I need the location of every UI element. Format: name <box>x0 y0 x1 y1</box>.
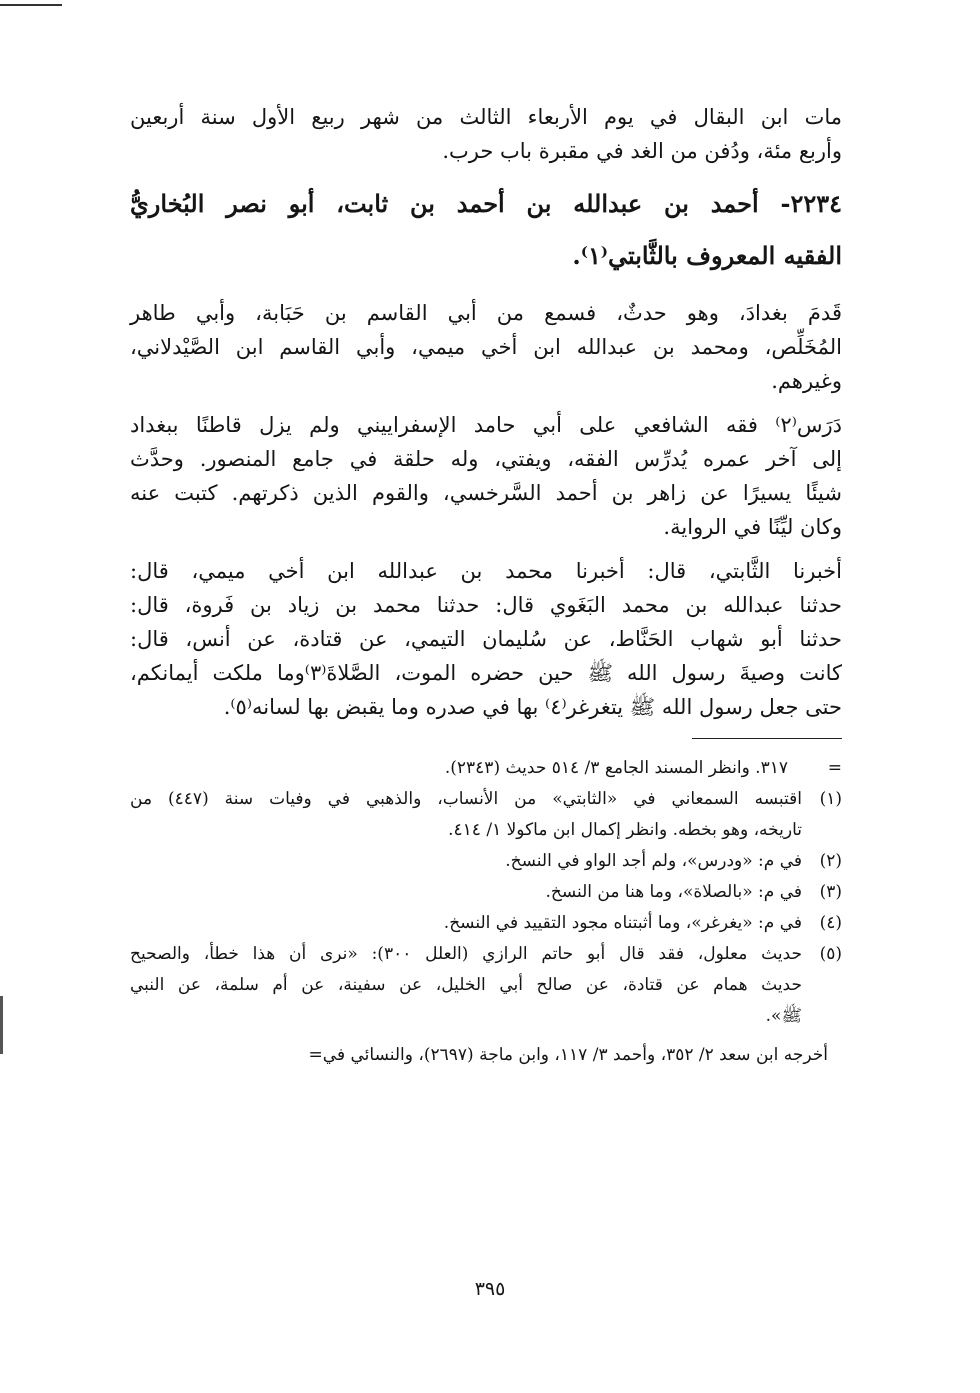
footnote-5 <box>130 939 842 1032</box>
footnote-line: في م: «بالصلاة»، وما هنا من النسخ. <box>545 882 802 902</box>
text-line: وغيرهم. <box>771 369 842 393</box>
footnote-number: (٤) <box>819 913 842 933</box>
footnote-1 <box>130 784 842 846</box>
main-text <box>130 100 842 1071</box>
footnote-3 <box>130 877 842 908</box>
footnote-line: حديث معلول، فقد قال أبو حاتم الرازي (العلل ٣٠٠): «نرى أن هذا خطأ، والصحيح <box>130 944 802 964</box>
footnote-line: ٣١٧. وانظر المسند الجامع ٣/ ٥١٤ حديث (٢٣٤٣). <box>444 758 788 778</box>
heading-line: الفقيه المعروف بالثَّابتي⁽١⁾. <box>572 241 842 270</box>
footnote-line: في م: «يغرغر»، وما أثبتناه مجود التقييد في النسخ. <box>443 913 802 933</box>
text-line: أخبرنا الثَّابتي، قال: أخبرنا محمد بن عبدالله ابن أخي ميمي، قال: <box>130 559 842 583</box>
paragraph-death-note <box>130 100 842 168</box>
footnote-number: (١) <box>819 789 842 809</box>
text-line: إلى آخر عمره يُدرِّس الفقه، ويفتي، وله حلقة في جامع المنصور. وحدَّث <box>130 447 842 471</box>
biography-heading <box>130 178 842 282</box>
footnote-line: في م: «ودرس»، ولم أجد الواو في النسخ. <box>505 851 802 871</box>
footnote-number: (٢) <box>819 851 842 871</box>
scan-edge-mark <box>0 4 62 6</box>
footnote-continuation <box>130 753 842 784</box>
footnote-continuation-marker: = <box>827 758 842 778</box>
footnote-separator <box>692 738 842 739</box>
footnote-line: حديث همام عن قتادة، عن صالح أبي الخليل، عن سفينة، عن أم سلمة، عن النبي <box>130 975 802 995</box>
footnote-line: اقتبسه السمعاني في «الثابتي» من الأنساب، والذهبي في وفيات سنة (٤٤٧) من <box>130 789 802 809</box>
page-number: ٣٩٥ <box>474 1278 506 1300</box>
text-line: المُخَلِّص، ومحمد بن عبدالله ابن أخي ميمي، وأبي القاسم ابن الصَّيْدلاني، <box>130 335 842 359</box>
footnote-number: (٣) <box>819 882 842 902</box>
text-line: وكان ليِّنًا في الرواية. <box>663 515 842 539</box>
text-line: كانت وصيةَ رسول الله ﷺ حين حضره الموت، الصَّلاةَ⁽٣⁾وما ملكت أيمانكم، <box>130 661 842 685</box>
text-line: حدثنا أبو شهاب الحَنَّاط، عن سُليمان التيمي، عن قتادة، عن أنس، قال: <box>130 627 842 651</box>
text-line: دَرَس⁽٢⁾ فقه الشافعي على أبي حامد الإسفراييني ولم يزل قاطنًا ببغداد <box>130 413 842 437</box>
footnote-line: ﷺ». <box>765 1006 802 1026</box>
text-line: حدثنا عبدالله بن محمد البَغَوي قال: حدثنا محمد بن زياد بن فَروة، قال: <box>130 593 842 617</box>
text-line: قَدمَ بغدادَ، وهو حدثٌ، فسمع من أبي القاسم بن حَبَابة، وأبي طاهر <box>130 301 842 325</box>
text-line: شيئًا يسيرًا عن زاهر بن أحمد السَّرخسي، والقوم الذين ذكرتهم. كتبت عنه <box>130 481 842 505</box>
footnote-trailing-line: أخرجه ابن سعد ٢/ ٣٥٢، وأحمد ٣/ ١١٧، وابن ماجة (٢٦٩٧)، والنسائي في= <box>308 1045 828 1065</box>
heading-line: ٢٢٣٤- أحمد بن عبدالله بن أحمد بن ثابت، أبو نصر البُخاريُّ <box>130 189 842 218</box>
footnote-4 <box>130 908 842 939</box>
footnote-number: (٥) <box>819 944 842 964</box>
scan-edge-mark-left <box>0 996 3 1054</box>
footnote-2 <box>130 846 842 877</box>
paragraph-study <box>130 408 842 544</box>
text-line: وأربع مئة، ودُفن من الغد في مقبرة باب حرب. <box>442 139 842 163</box>
paragraph-hadith <box>130 554 842 724</box>
paragraph-teachers <box>130 296 842 398</box>
footnote-line: تاريخه، وهو بخطه. وانظر إكمال ابن ماكولا ١/ ٤١٤. <box>448 820 802 840</box>
text-line: حتى جعل رسول الله ﷺ يتغرغر⁽٤⁾ بها في صدره وما يقبض بها لسانه⁽٥⁾. <box>223 695 842 719</box>
text-line: مات ابن البقال في يوم الأربعاء الثالث من شهر ربيع الأول سنة أربعين <box>130 105 842 129</box>
